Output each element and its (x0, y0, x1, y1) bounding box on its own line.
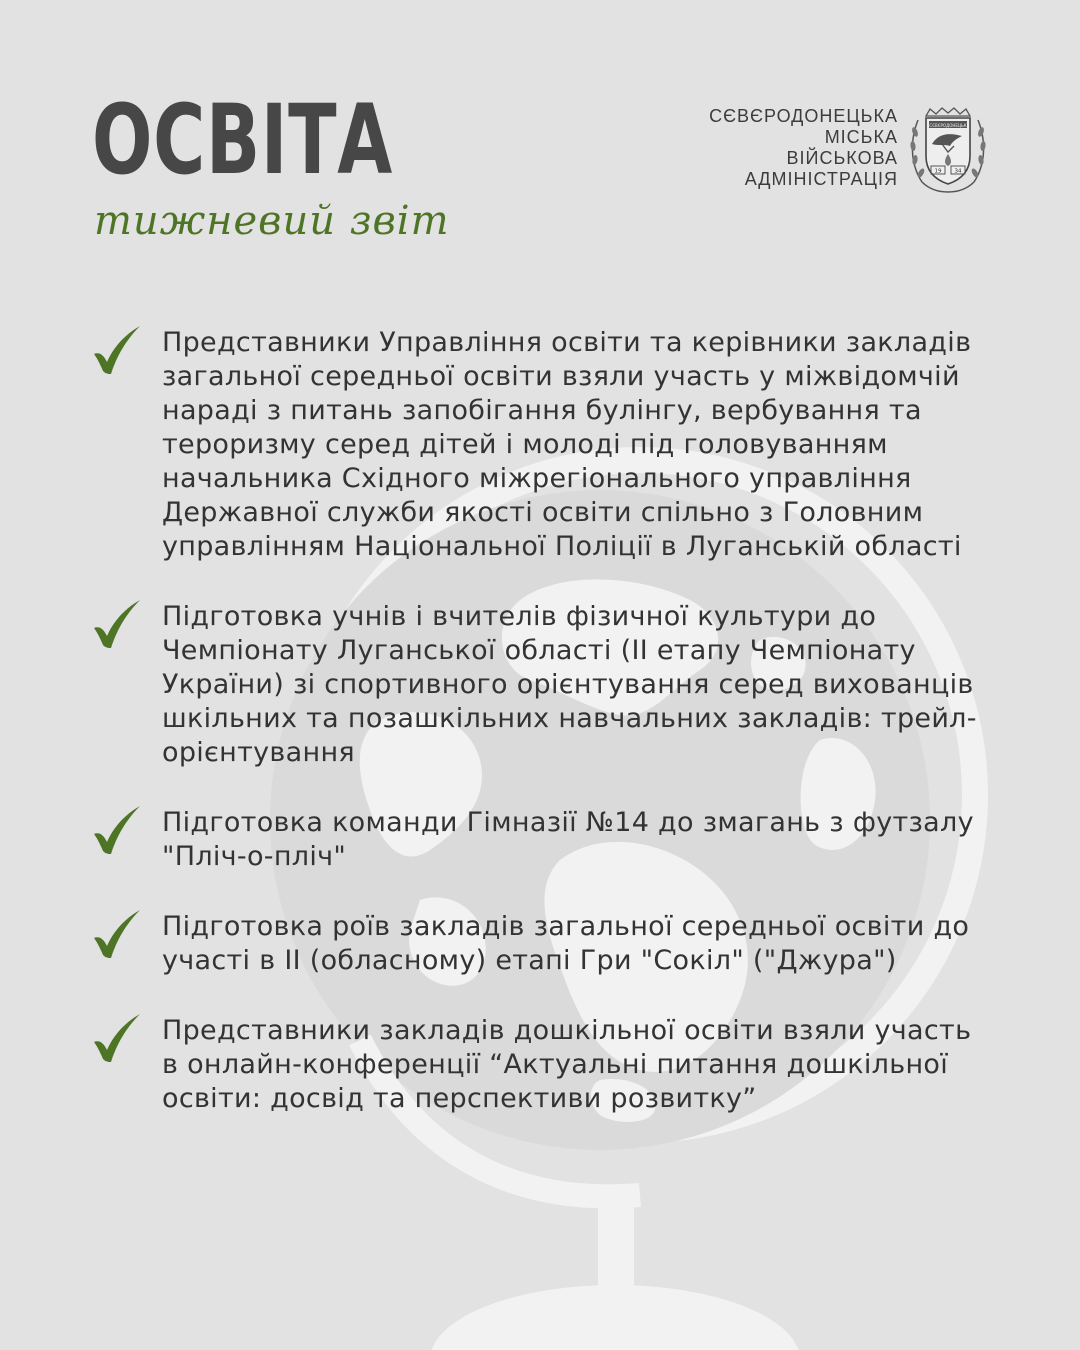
list-item (90, 1014, 990, 1116)
organization-name-line: АДМІНІСТРАЦІЯ (744, 169, 898, 189)
organization-block (709, 106, 988, 194)
check-icon (90, 908, 146, 964)
city-crest-icon (908, 106, 988, 194)
check-icon (90, 1012, 146, 1068)
list-item (90, 600, 990, 770)
check-icon (90, 598, 146, 654)
organization-name-line: ВІЙСЬКОВА (786, 148, 898, 168)
list-item-text: Представники закладів дошкільної освіти взяли участь в онлайн-конференції “Актуальні питання дошкільної освіти: досвід та перспективи розвитку” (162, 1015, 972, 1114)
organization-name (709, 106, 898, 190)
check-icon (90, 804, 146, 860)
crest-text: СЄВЄРОДОНЕЦЬК (929, 123, 967, 128)
report-items-list (90, 326, 990, 1152)
page-title: ОСВІТА (92, 84, 393, 196)
list-item-text: Представники Управління освіти та керівники закладів загальної середньої освіти взяли участь у міжвідомчій нараді з питань запобігання булінгу, вербування та тероризму серед дітей і молоді під головуванням начальника Східного міжрегіонального управління Державної служби якості освіти спільно з Головним управлінням Національної Поліції в Луганській області (162, 327, 972, 562)
organization-name-line: МІСЬКА (824, 127, 898, 147)
crest-year-left: 19 (934, 168, 942, 175)
organization-name-line: СЄВЄРОДОНЕЦЬКА (709, 106, 898, 126)
list-item-text: Підготовка роїв закладів загальної середньої освіти до участі в ІІ (обласному) етапі Гри "Сокіл" ("Джура") (162, 911, 970, 976)
list-item (90, 910, 990, 978)
page-subtitle: тижневий звіт (94, 198, 450, 244)
list-item (90, 806, 990, 874)
list-item-text: Підготовка учнів і вчителів фізичної культури до Чемпіонату Луганської області (ІІ етапу Чемпіонату України) зі спортивного орієнтування серед вихованців шкільних та позашкільних навчальних закладів: трейл-орієнтування (162, 601, 977, 768)
crest-year-right: 34 (954, 168, 962, 175)
list-item (90, 326, 990, 564)
list-item-text: Підготовка команди Гімназії №14 до змагань з футзалу "Пліч-о-пліч" (162, 807, 974, 872)
check-icon (90, 324, 146, 380)
